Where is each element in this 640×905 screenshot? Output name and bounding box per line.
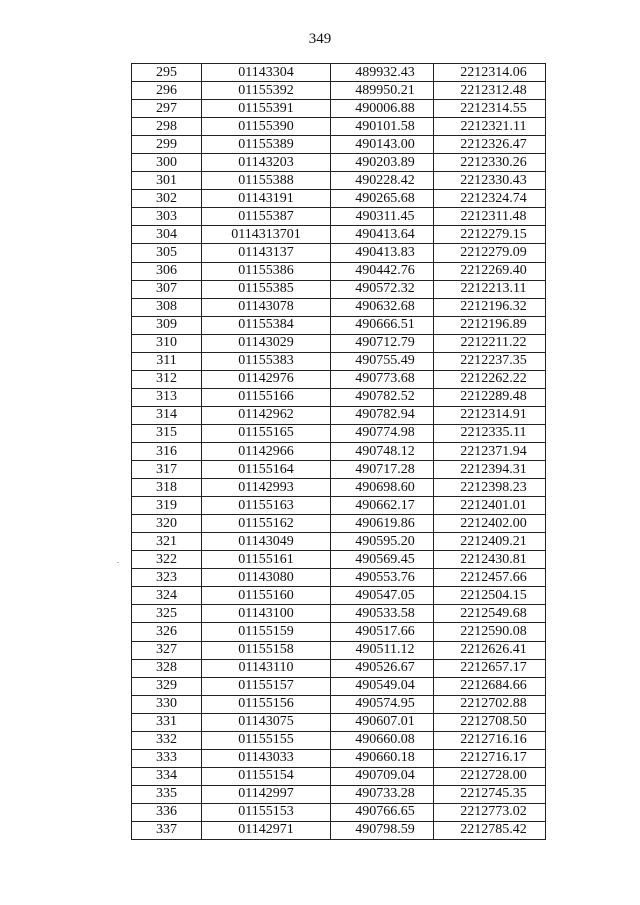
x-coordinate-cell: 490533.58 (331, 605, 434, 623)
point-number-cell: 336 (132, 803, 202, 821)
x-coordinate-cell: 490413.64 (331, 226, 434, 244)
y-coordinate-cell: 2212321.11 (434, 118, 546, 136)
point-number-cell: 322 (132, 551, 202, 569)
x-coordinate-cell: 490101.58 (331, 118, 434, 136)
y-coordinate-cell: 2212314.55 (434, 100, 546, 118)
point-id-cell: 01155161 (202, 551, 331, 569)
y-coordinate-cell: 2212716.16 (434, 731, 546, 749)
point-id-cell: 01155162 (202, 515, 331, 533)
table-row (132, 767, 546, 785)
x-coordinate-cell: 490574.95 (331, 695, 434, 713)
x-coordinate-cell: 490311.45 (331, 208, 434, 226)
table-row (132, 515, 546, 533)
y-coordinate-cell: 2212237.35 (434, 352, 546, 370)
point-number-cell: 312 (132, 370, 202, 388)
point-id-cell: 01155157 (202, 677, 331, 695)
point-number-cell: 325 (132, 605, 202, 623)
point-id-cell: 01155158 (202, 641, 331, 659)
y-coordinate-cell: 2212626.41 (434, 641, 546, 659)
point-number-cell: 298 (132, 118, 202, 136)
table-row (132, 136, 546, 154)
y-coordinate-cell: 2212371.94 (434, 442, 546, 460)
point-id-cell: 01143029 (202, 334, 331, 352)
y-coordinate-cell: 2212279.09 (434, 244, 546, 262)
point-id-cell: 01155154 (202, 767, 331, 785)
y-coordinate-cell: 2212773.02 (434, 803, 546, 821)
y-coordinate-cell: 2212716.17 (434, 749, 546, 767)
table-row (132, 352, 546, 370)
x-coordinate-cell: 490526.67 (331, 659, 434, 677)
x-coordinate-cell: 490228.42 (331, 172, 434, 190)
y-coordinate-cell: 2212394.31 (434, 461, 546, 479)
point-number-cell: 309 (132, 316, 202, 334)
point-id-cell: 01155391 (202, 100, 331, 118)
table-row (132, 659, 546, 677)
point-number-cell: 297 (132, 100, 202, 118)
point-id-cell: 01155392 (202, 82, 331, 100)
point-number-cell: 301 (132, 172, 202, 190)
table-row (132, 569, 546, 587)
x-coordinate-cell: 490413.83 (331, 244, 434, 262)
point-number-cell: 321 (132, 533, 202, 551)
point-id-cell: 01155166 (202, 388, 331, 406)
table-row (132, 695, 546, 713)
point-id-cell: 0114313701 (202, 226, 331, 244)
y-coordinate-cell: 2212213.11 (434, 280, 546, 298)
point-number-cell: 337 (132, 821, 202, 839)
point-id-cell: 01142997 (202, 785, 331, 803)
table-row (132, 316, 546, 334)
y-coordinate-cell: 2212549.68 (434, 605, 546, 623)
x-coordinate-cell: 490662.17 (331, 497, 434, 515)
table-row (132, 677, 546, 695)
x-coordinate-cell: 490773.68 (331, 370, 434, 388)
point-id-cell: 01155383 (202, 352, 331, 370)
point-number-cell: 318 (132, 479, 202, 497)
x-coordinate-cell: 490660.18 (331, 749, 434, 767)
point-id-cell: 01155385 (202, 280, 331, 298)
x-coordinate-cell: 490553.76 (331, 569, 434, 587)
point-number-cell: 303 (132, 208, 202, 226)
x-coordinate-cell: 490782.94 (331, 406, 434, 424)
x-coordinate-cell: 489950.21 (331, 82, 434, 100)
y-coordinate-cell: 2212311.48 (434, 208, 546, 226)
point-number-cell: 324 (132, 587, 202, 605)
table-row (132, 623, 546, 641)
point-id-cell: 01155164 (202, 461, 331, 479)
y-coordinate-cell: 2212335.11 (434, 424, 546, 442)
table-row (132, 749, 546, 767)
point-id-cell: 01142962 (202, 406, 331, 424)
y-coordinate-cell: 2212314.91 (434, 406, 546, 424)
table-row (132, 334, 546, 352)
x-coordinate-cell: 490755.49 (331, 352, 434, 370)
point-number-cell: 327 (132, 641, 202, 659)
point-id-cell: 01155155 (202, 731, 331, 749)
y-coordinate-cell: 2212330.26 (434, 154, 546, 172)
coordinates-table (131, 63, 546, 840)
x-coordinate-cell: 490607.01 (331, 713, 434, 731)
point-id-cell: 01143080 (202, 569, 331, 587)
point-number-cell: 330 (132, 695, 202, 713)
y-coordinate-cell: 2212324.74 (434, 190, 546, 208)
point-id-cell: 01155159 (202, 623, 331, 641)
y-coordinate-cell: 2212504.15 (434, 587, 546, 605)
x-coordinate-cell: 490666.51 (331, 316, 434, 334)
x-coordinate-cell: 490547.05 (331, 587, 434, 605)
point-number-cell: 319 (132, 497, 202, 515)
point-number-cell: 310 (132, 334, 202, 352)
y-coordinate-cell: 2212326.47 (434, 136, 546, 154)
point-id-cell: 01155160 (202, 587, 331, 605)
y-coordinate-cell: 2212702.88 (434, 695, 546, 713)
point-number-cell: 335 (132, 785, 202, 803)
y-coordinate-cell: 2212409.21 (434, 533, 546, 551)
point-number-cell: 329 (132, 677, 202, 695)
point-number-cell: 334 (132, 767, 202, 785)
y-coordinate-cell: 2212457.66 (434, 569, 546, 587)
point-number-cell: 313 (132, 388, 202, 406)
table-row (132, 82, 546, 100)
point-number-cell: 332 (132, 731, 202, 749)
point-id-cell: 01155387 (202, 208, 331, 226)
point-id-cell: 01155163 (202, 497, 331, 515)
x-coordinate-cell: 490766.65 (331, 803, 434, 821)
x-coordinate-cell: 490798.59 (331, 821, 434, 839)
x-coordinate-cell: 490517.66 (331, 623, 434, 641)
table-row (132, 442, 546, 460)
point-id-cell: 01142993 (202, 479, 331, 497)
point-id-cell: 01143100 (202, 605, 331, 623)
table-row (132, 587, 546, 605)
point-number-cell: 295 (132, 64, 202, 82)
point-id-cell: 01143075 (202, 713, 331, 731)
table-row (132, 262, 546, 280)
x-coordinate-cell: 490569.45 (331, 551, 434, 569)
x-coordinate-cell: 490717.28 (331, 461, 434, 479)
x-coordinate-cell: 490774.98 (331, 424, 434, 442)
x-coordinate-cell: 490748.12 (331, 442, 434, 460)
point-id-cell: 01142976 (202, 370, 331, 388)
table-row (132, 406, 546, 424)
y-coordinate-cell: 2212684.66 (434, 677, 546, 695)
x-coordinate-cell: 490619.86 (331, 515, 434, 533)
x-coordinate-cell: 490698.60 (331, 479, 434, 497)
x-coordinate-cell: 490203.89 (331, 154, 434, 172)
scan-speck (117, 562, 119, 563)
point-number-cell: 307 (132, 280, 202, 298)
y-coordinate-cell: 2212262.22 (434, 370, 546, 388)
point-number-cell: 299 (132, 136, 202, 154)
table-row (132, 100, 546, 118)
y-coordinate-cell: 2212745.35 (434, 785, 546, 803)
x-coordinate-cell: 490712.79 (331, 334, 434, 352)
point-id-cell: 01143078 (202, 298, 331, 316)
y-coordinate-cell: 2212330.43 (434, 172, 546, 190)
x-coordinate-cell: 490265.68 (331, 190, 434, 208)
point-id-cell: 01143049 (202, 533, 331, 551)
table-row (132, 208, 546, 226)
point-number-cell: 331 (132, 713, 202, 731)
point-number-cell: 315 (132, 424, 202, 442)
x-coordinate-cell: 490632.68 (331, 298, 434, 316)
y-coordinate-cell: 2212590.08 (434, 623, 546, 641)
table-row (132, 803, 546, 821)
point-id-cell: 01155389 (202, 136, 331, 154)
table-row (132, 244, 546, 262)
point-id-cell: 01142971 (202, 821, 331, 839)
x-coordinate-cell: 489932.43 (331, 64, 434, 82)
table-row (132, 551, 546, 569)
point-number-cell: 317 (132, 461, 202, 479)
point-number-cell: 306 (132, 262, 202, 280)
table-row (132, 641, 546, 659)
table-row (132, 64, 546, 82)
table-row (132, 172, 546, 190)
table-row (132, 280, 546, 298)
table-row (132, 370, 546, 388)
table-row (132, 605, 546, 623)
table-body (132, 64, 546, 840)
table-row (132, 713, 546, 731)
point-id-cell: 01155386 (202, 262, 331, 280)
y-coordinate-cell: 2212314.06 (434, 64, 546, 82)
x-coordinate-cell: 490143.00 (331, 136, 434, 154)
point-id-cell: 01155156 (202, 695, 331, 713)
point-number-cell: 308 (132, 298, 202, 316)
y-coordinate-cell: 2212211.22 (434, 334, 546, 352)
table-row (132, 497, 546, 515)
y-coordinate-cell: 2212312.48 (434, 82, 546, 100)
point-id-cell: 01155165 (202, 424, 331, 442)
point-number-cell: 304 (132, 226, 202, 244)
y-coordinate-cell: 2212196.89 (434, 316, 546, 334)
x-coordinate-cell: 490511.12 (331, 641, 434, 659)
y-coordinate-cell: 2212708.50 (434, 713, 546, 731)
x-coordinate-cell: 490595.20 (331, 533, 434, 551)
x-coordinate-cell: 490549.04 (331, 677, 434, 695)
y-coordinate-cell: 2212279.15 (434, 226, 546, 244)
point-id-cell: 01155388 (202, 172, 331, 190)
table-row (132, 190, 546, 208)
point-number-cell: 305 (132, 244, 202, 262)
point-id-cell: 01143110 (202, 659, 331, 677)
point-id-cell: 01155390 (202, 118, 331, 136)
point-id-cell: 01155153 (202, 803, 331, 821)
x-coordinate-cell: 490006.88 (331, 100, 434, 118)
point-number-cell: 302 (132, 190, 202, 208)
point-number-cell: 326 (132, 623, 202, 641)
point-id-cell: 01143203 (202, 154, 331, 172)
table-row (132, 424, 546, 442)
table-row (132, 785, 546, 803)
point-id-cell: 01155384 (202, 316, 331, 334)
table-row (132, 118, 546, 136)
x-coordinate-cell: 490442.76 (331, 262, 434, 280)
point-id-cell: 01143304 (202, 64, 331, 82)
x-coordinate-cell: 490572.32 (331, 280, 434, 298)
y-coordinate-cell: 2212728.00 (434, 767, 546, 785)
y-coordinate-cell: 2212196.32 (434, 298, 546, 316)
x-coordinate-cell: 490782.52 (331, 388, 434, 406)
y-coordinate-cell: 2212430.81 (434, 551, 546, 569)
y-coordinate-cell: 2212289.48 (434, 388, 546, 406)
table-row (132, 298, 546, 316)
table-row (132, 731, 546, 749)
point-number-cell: 314 (132, 406, 202, 424)
x-coordinate-cell: 490733.28 (331, 785, 434, 803)
point-number-cell: 300 (132, 154, 202, 172)
table-row (132, 226, 546, 244)
y-coordinate-cell: 2212401.01 (434, 497, 546, 515)
y-coordinate-cell: 2212785.42 (434, 821, 546, 839)
y-coordinate-cell: 2212402.00 (434, 515, 546, 533)
y-coordinate-cell: 2212269.40 (434, 262, 546, 280)
point-number-cell: 316 (132, 442, 202, 460)
point-number-cell: 311 (132, 352, 202, 370)
point-id-cell: 01143033 (202, 749, 331, 767)
point-id-cell: 01142966 (202, 442, 331, 460)
x-coordinate-cell: 490660.08 (331, 731, 434, 749)
point-number-cell: 333 (132, 749, 202, 767)
point-number-cell: 323 (132, 569, 202, 587)
point-id-cell: 01143191 (202, 190, 331, 208)
y-coordinate-cell: 2212398.23 (434, 479, 546, 497)
point-number-cell: 320 (132, 515, 202, 533)
page-number: 349 (308, 31, 332, 47)
table-row (132, 533, 546, 551)
table-row (132, 461, 546, 479)
table-row (132, 479, 546, 497)
table-row (132, 154, 546, 172)
point-number-cell: 296 (132, 82, 202, 100)
point-number-cell: 328 (132, 659, 202, 677)
table-row (132, 821, 546, 839)
point-id-cell: 01143137 (202, 244, 331, 262)
table-row (132, 388, 546, 406)
y-coordinate-cell: 2212657.17 (434, 659, 546, 677)
x-coordinate-cell: 490709.04 (331, 767, 434, 785)
